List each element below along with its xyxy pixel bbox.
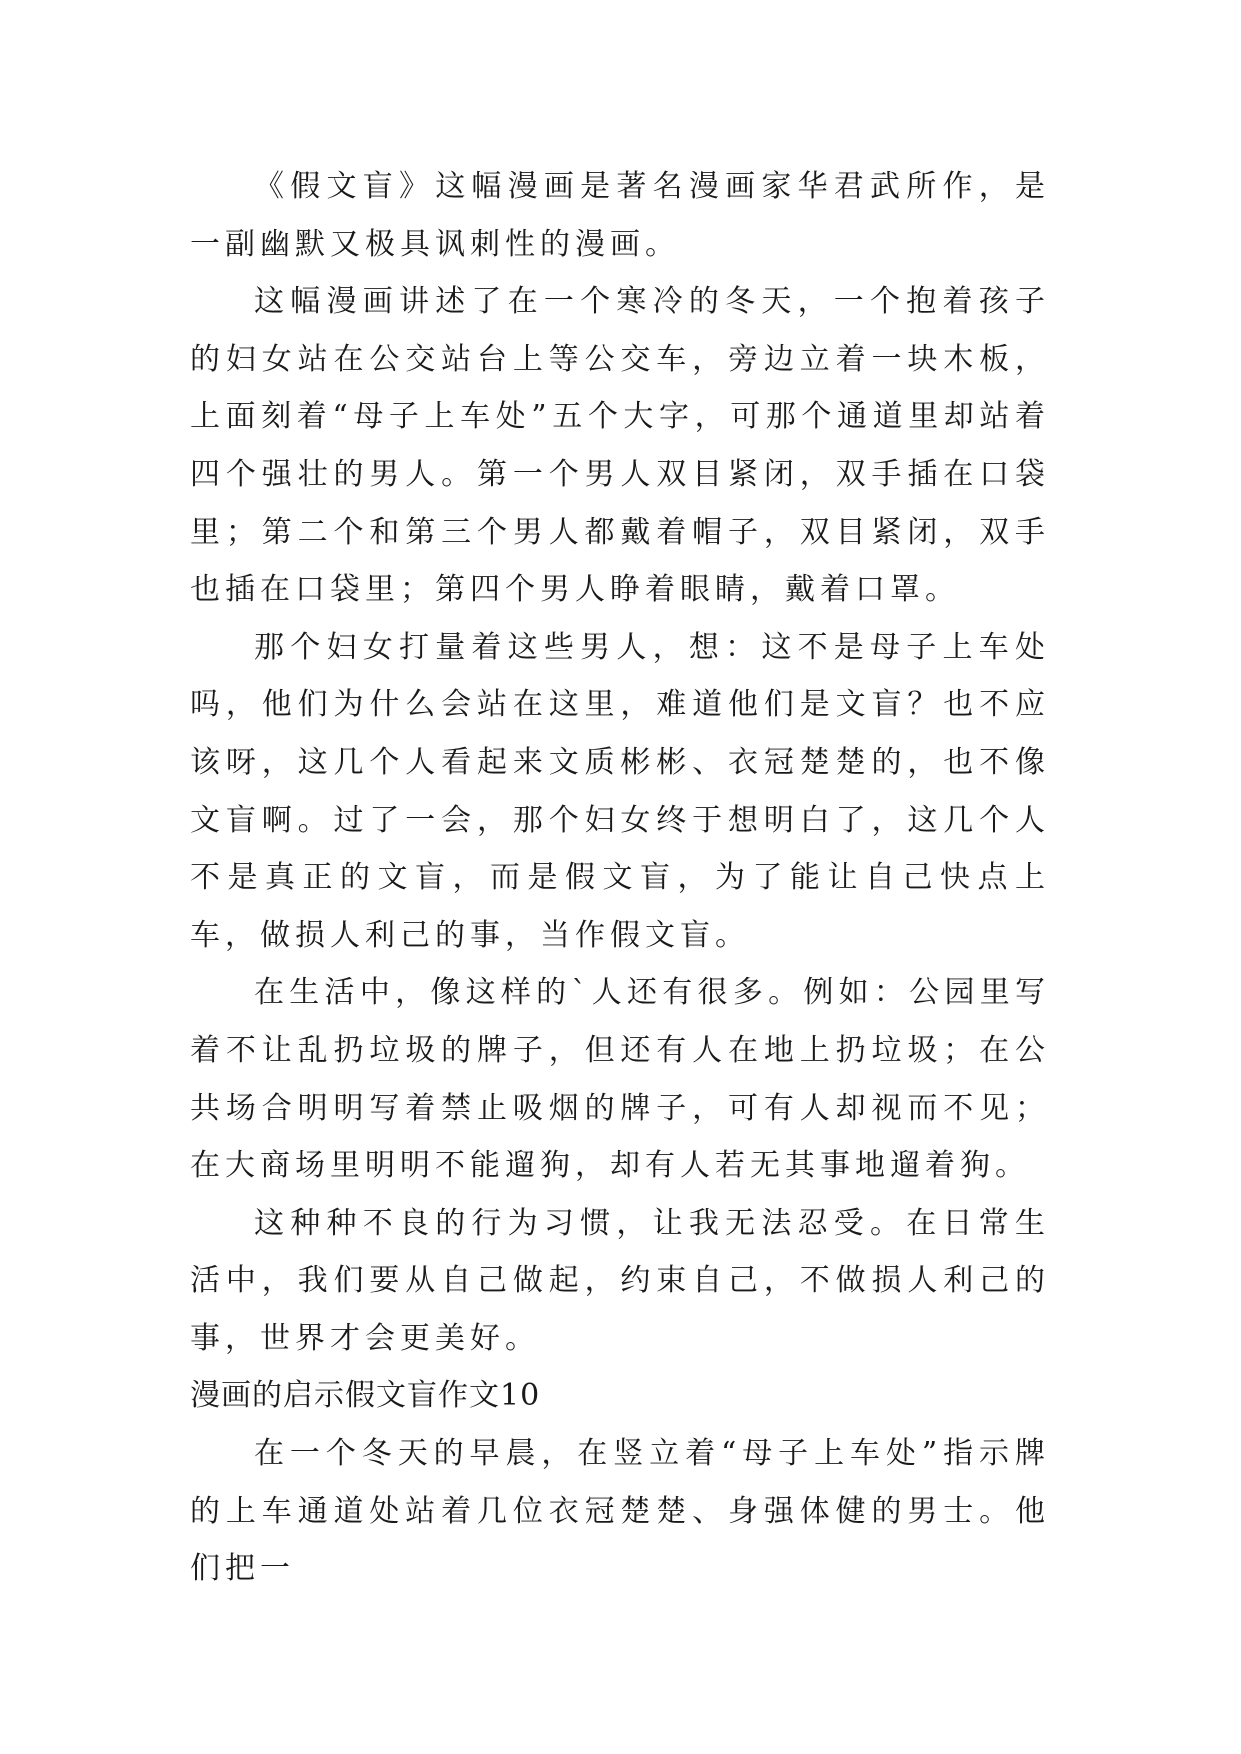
- paragraph-examples: 在生活中，像这样的`人还有很多。例如：公园里写着不让乱扔垃圾的牌子，但还有人在地上扔垃圾；在公共场合明明写着禁止吸烟的牌子，可有人却视而不见；在大商场里明明不能遛狗，却有人若无其事地遛着狗。: [190, 975, 1050, 1184]
- section-heading: 漫画的启示假文盲作文10: [190, 1378, 541, 1414]
- paragraph-intro: 《假文盲》这幅漫画是著名漫画家华君武所作，是一副幽默又极具讽刺性的漫画。: [190, 169, 1050, 262]
- document-body: [190, 158, 1050, 1598]
- paragraph-conclusion: 这种种不良的行为习惯，让我无法忍受。在日常生活中，我们要从自己做起，约束自己，不做损人利己的事，世界才会更美好。: [190, 1205, 1050, 1356]
- paragraph-story: 这幅漫画讲述了在一个寒冷的冬天，一个抱着孩子的妇女站在公交站台上等公交车，旁边立着一块木板，上面刻着“母子上车处”五个大字，可那个通道里却站着四个强壮的男人。第一个男人双目紧闭，双手插在口袋里；第二个和第三个男人都戴着帽子，双目紧闭，双手也插在口袋里；第四个男人睁着眼睛，戴着口罩。: [190, 284, 1050, 608]
- paragraph-next-essay: 在一个冬天的早晨，在竖立着“母子上车处”指示牌的上车通道处站着几位衣冠楚楚、身强体健的男士。他们把一: [190, 1436, 1050, 1587]
- paragraph-woman-thoughts: 那个妇女打量着这些男人，想：这不是母子上车处吗，他们为什么会站在这里，难道他们是文盲？也不应该呀，这几个人看起来文质彬彬、衣冠楚楚的，也不像文盲啊。过了一会，那个妇女终于想明白了，这几个人不是真正的文盲，而是假文盲，为了能让自己快点上车，做损人利己的事，当作假文盲。: [190, 629, 1050, 953]
